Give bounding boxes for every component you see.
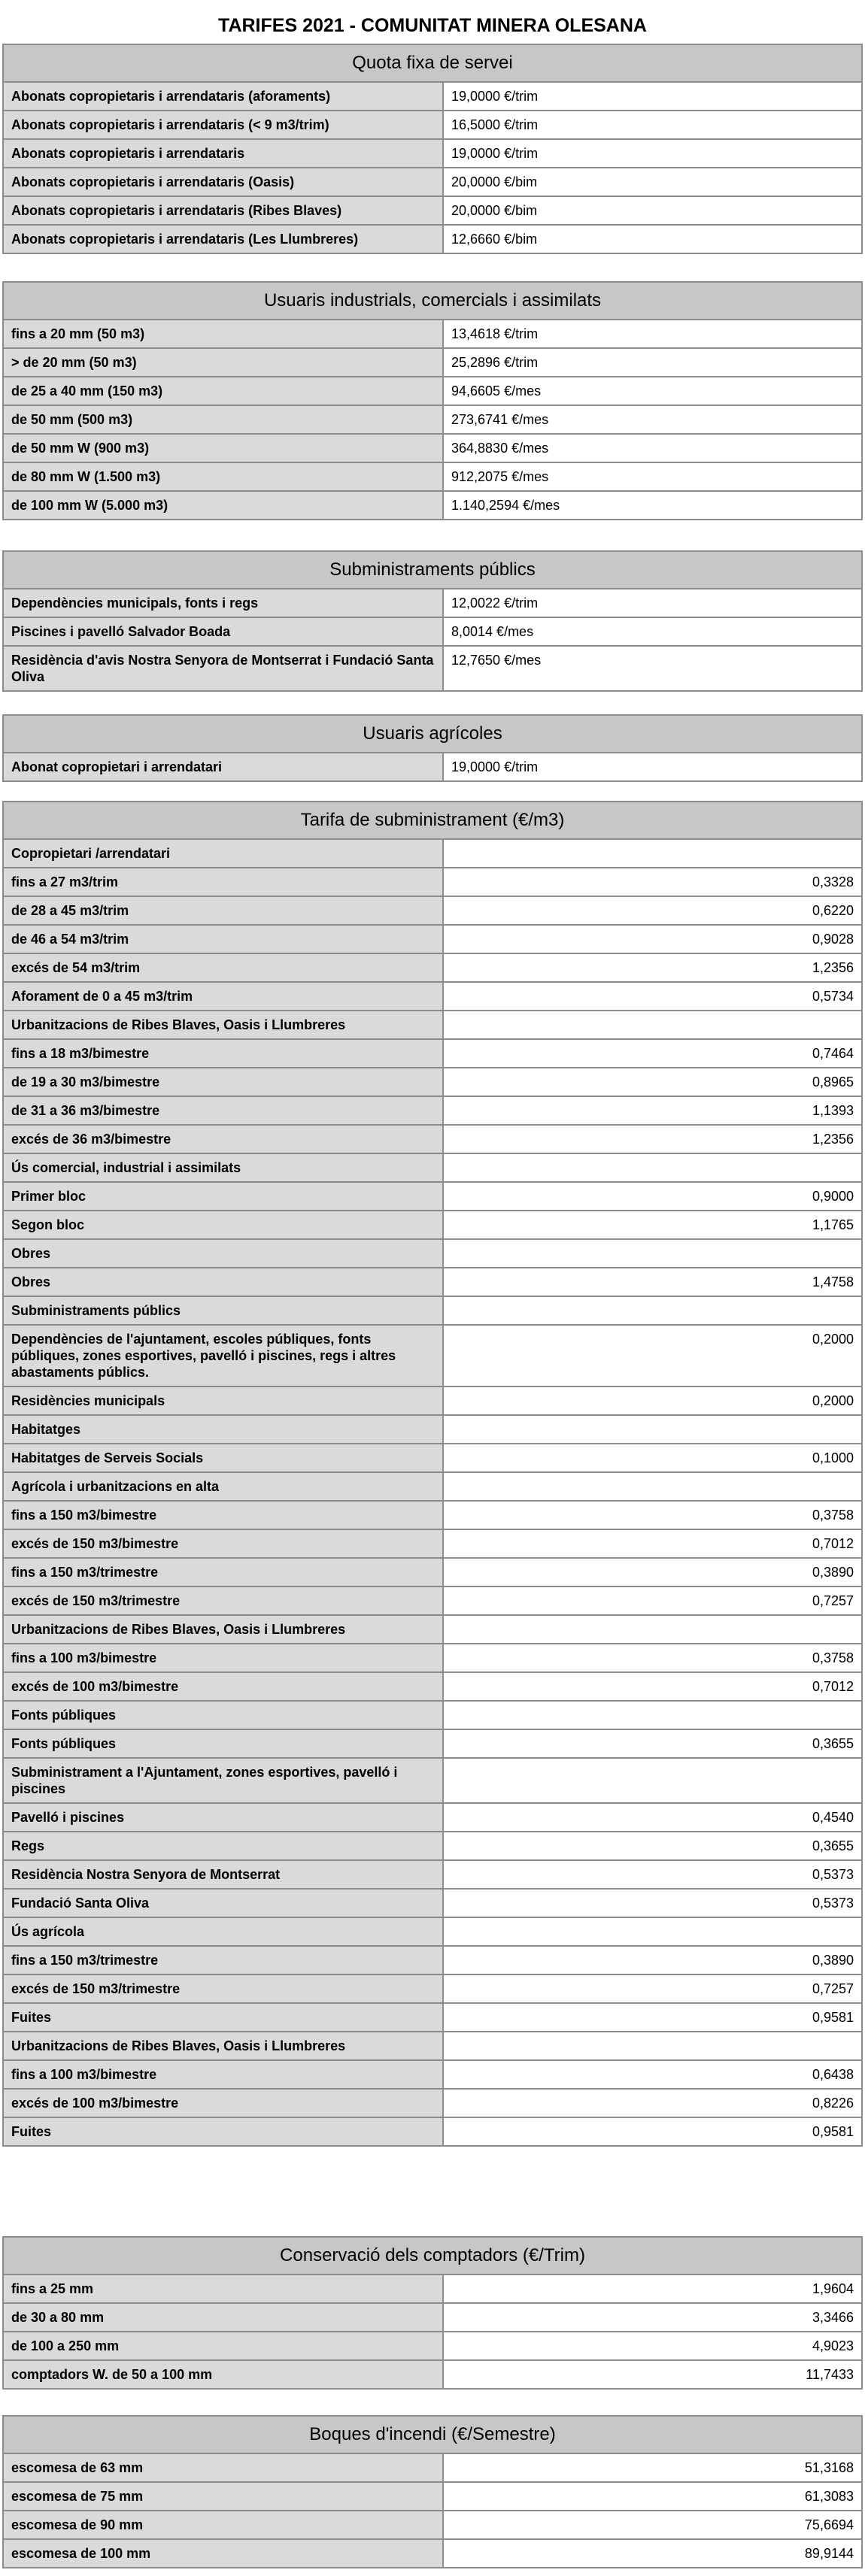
row-label: de 46 a 54 m3/trim: [3, 925, 443, 953]
row-value: 0,2000: [443, 1386, 862, 1415]
section-empty-cell: [443, 1296, 862, 1325]
row-value: 19,0000 €/trim: [443, 82, 862, 111]
row-value: 0,8965: [443, 1068, 862, 1096]
document-title: TARIFES 2021 - COMUNITAT MINERA OLESANA: [218, 15, 647, 36]
section-label: Copropietari /arrendatari: [3, 839, 443, 868]
row-value: 1.140,2594 €/mes: [443, 491, 862, 520]
table-row: [3, 1946, 862, 1974]
table-row: [3, 1096, 862, 1125]
table-row: [3, 1325, 862, 1386]
row-value: 0,5373: [443, 1860, 862, 1889]
row-label: de 80 mm W (1.500 m3): [3, 462, 443, 491]
table-heading: Boques d'incendi (€/Semestre): [3, 2416, 862, 2453]
row-label: de 50 mm (500 m3): [3, 405, 443, 434]
table-row: [3, 1386, 862, 1415]
row-value: 13,4618 €/trim: [443, 320, 862, 348]
table-row: [3, 1672, 862, 1701]
row-label: fins a 100 m3/bimestre: [3, 2060, 443, 2089]
section-row: [3, 839, 862, 868]
table-row: [3, 896, 862, 925]
row-value: 3,3466: [443, 2303, 862, 2332]
table-row: [3, 982, 862, 1011]
section-row: [3, 1011, 862, 1039]
row-value: 4,9023: [443, 2332, 862, 2360]
row-label: fins a 150 m3/bimestre: [3, 1501, 443, 1529]
section-row: [3, 1701, 862, 1729]
row-label: Primer bloc: [3, 1182, 443, 1211]
table-row: [3, 2539, 862, 2568]
table-row: [3, 2332, 862, 2360]
table-heading: Conservació dels comptadors (€/Trim): [3, 2237, 862, 2274]
row-value: 11,7433: [443, 2360, 862, 2389]
table-row: [3, 2453, 862, 2482]
table-heading: Quota fixa de servei: [3, 44, 862, 82]
row-value: 94,6605 €/mes: [443, 377, 862, 405]
table-row: [3, 1558, 862, 1587]
table-row: [3, 82, 862, 111]
section-empty-cell: [443, 1917, 862, 1946]
row-label: Aforament de 0 a 45 m3/trim: [3, 982, 443, 1011]
row-value: 19,0000 €/trim: [443, 139, 862, 168]
row-label: Pavelló i piscines: [3, 1803, 443, 1832]
row-value: 8,0014 €/mes: [443, 617, 862, 646]
table-row: [3, 1182, 862, 1211]
row-value: 89,9144: [443, 2539, 862, 2568]
row-value: 0,3655: [443, 1729, 862, 1758]
row-label: Residències municipals: [3, 1386, 443, 1415]
row-value: 0,9028: [443, 925, 862, 953]
row-label: de 30 a 80 mm: [3, 2303, 443, 2332]
table-row: [3, 2482, 862, 2511]
row-value: 61,3083: [443, 2482, 862, 2511]
row-value: 0,7464: [443, 1039, 862, 1068]
row-value: 0,5373: [443, 1889, 862, 1917]
section-label: Urbanitzacions de Ribes Blaves, Oasis i Llumbreres: [3, 1011, 443, 1039]
section-empty-cell: [443, 1615, 862, 1644]
table-row: [3, 1211, 862, 1239]
table-row: [3, 139, 862, 168]
row-value: 12,0022 €/trim: [443, 589, 862, 617]
row-value: 20,0000 €/bim: [443, 196, 862, 225]
table-row: [3, 2060, 862, 2089]
row-label: fins a 150 m3/trimestre: [3, 1558, 443, 1587]
row-value: 25,2896 €/trim: [443, 348, 862, 377]
table-row: [3, 462, 862, 491]
table-row: [3, 2117, 862, 2146]
row-value: 0,7257: [443, 1974, 862, 2003]
row-value: 0,7012: [443, 1672, 862, 1701]
table-row: [3, 168, 862, 196]
row-label: fins a 18 m3/bimestre: [3, 1039, 443, 1068]
table-row: [3, 1729, 862, 1758]
section-label: Ús comercial, industrial i assimilats: [3, 1153, 443, 1182]
tariff-table-usuaris-industrials-comercials-i-assimilats: [2, 281, 863, 520]
row-value: 0,9581: [443, 2003, 862, 2032]
table-row: [3, 2274, 862, 2303]
section-row: [3, 1296, 862, 1325]
table-heading: Usuaris agrícoles: [3, 715, 862, 753]
row-value: 1,4758: [443, 1268, 862, 1296]
section-empty-cell: [443, 2032, 862, 2060]
row-label: fins a 100 m3/bimestre: [3, 1644, 443, 1672]
row-value: 364,8830 €/mes: [443, 434, 862, 462]
row-label: de 100 a 250 mm: [3, 2332, 443, 2360]
tariff-table-usuaris-agricoles: [2, 714, 863, 782]
row-value: 1,9604: [443, 2274, 862, 2303]
section-label: Urbanitzacions de Ribes Blaves, Oasis i Llumbreres: [3, 1615, 443, 1644]
row-label: escomesa de 63 mm: [3, 2453, 443, 2482]
row-label: comptadors W. de 50 a 100 mm: [3, 2360, 443, 2389]
row-value: 75,6694: [443, 2511, 862, 2539]
section-empty-cell: [443, 1153, 862, 1182]
row-label: excés de 100 m3/bimestre: [3, 2089, 443, 2117]
row-label: escomesa de 75 mm: [3, 2482, 443, 2511]
table-row: [3, 434, 862, 462]
table-row: [3, 225, 862, 253]
section-row: [3, 2032, 862, 2060]
row-value: 0,6220: [443, 896, 862, 925]
section-row: [3, 1917, 862, 1946]
section-row: [3, 1758, 862, 1803]
row-value: 912,2075 €/mes: [443, 462, 862, 491]
table-row: [3, 1068, 862, 1096]
row-label: Abonats copropietaris i arrendataris (Oasis): [3, 168, 443, 196]
row-label: excés de 100 m3/bimestre: [3, 1672, 443, 1701]
row-value: 0,3890: [443, 1946, 862, 1974]
row-value: 12,7650 €/mes: [443, 646, 862, 691]
row-value: 20,0000 €/bim: [443, 168, 862, 196]
section-label: Urbanitzacions de Ribes Blaves, Oasis i Llumbreres: [3, 2032, 443, 2060]
row-value: 0,1000: [443, 1444, 862, 1472]
table-row: [3, 2303, 862, 2332]
row-value: 0,3328: [443, 868, 862, 896]
row-value: 0,6438: [443, 2060, 862, 2089]
table-row: [3, 320, 862, 348]
table-row: [3, 617, 862, 646]
table-row: [3, 405, 862, 434]
section-label: Ús agrícola: [3, 1917, 443, 1946]
table-row: [3, 1974, 862, 2003]
tariff-table-tarifa-de-subministrament-m3: [2, 801, 863, 2147]
table-row: [3, 925, 862, 953]
table-heading: Subministraments públics: [3, 551, 862, 589]
table-row: [3, 491, 862, 520]
row-label: de 19 a 30 m3/bimestre: [3, 1068, 443, 1096]
section-empty-cell: [443, 1758, 862, 1803]
row-value: 0,9000: [443, 1182, 862, 1211]
row-value: 1,2356: [443, 1125, 862, 1153]
tariff-table-subministraments-publics: [2, 550, 863, 692]
row-label: Abonats copropietaris i arrendataris (< 9 m3/trim): [3, 111, 443, 139]
row-value: 0,7257: [443, 1587, 862, 1615]
table-row: [3, 953, 862, 982]
section-label: Subministrament a l'Ajuntament, zones esportives, pavelló i piscines: [3, 1758, 443, 1803]
row-label: Residència d'avis Nostra Senyora de Montserrat i Fundació Santa Oliva: [3, 646, 443, 691]
section-empty-cell: [443, 1415, 862, 1444]
table-row: [3, 196, 862, 225]
row-label: Fonts públiques: [3, 1729, 443, 1758]
row-value: 1,1765: [443, 1211, 862, 1239]
row-value: 0,2000: [443, 1325, 862, 1386]
row-value: 0,5734: [443, 982, 862, 1011]
section-empty-cell: [443, 1011, 862, 1039]
table-row: [3, 1501, 862, 1529]
section-label: Obres: [3, 1239, 443, 1268]
row-value: 0,3890: [443, 1558, 862, 1587]
table-row: [3, 1444, 862, 1472]
section-label: Subministraments públics: [3, 1296, 443, 1325]
row-value: 1,1393: [443, 1096, 862, 1125]
row-label: fins a 150 m3/trimestre: [3, 1946, 443, 1974]
row-value: 273,6741 €/mes: [443, 405, 862, 434]
row-label: Segon bloc: [3, 1211, 443, 1239]
tariff-table-conservacio-dels-comptadors-trim: [2, 2236, 863, 2390]
row-label: excés de 54 m3/trim: [3, 953, 443, 982]
table-row: [3, 1860, 862, 1889]
section-empty-cell: [443, 1701, 862, 1729]
row-label: Dependències municipals, fonts i regs: [3, 589, 443, 617]
table-row: [3, 1587, 862, 1615]
row-label: > de 20 mm (50 m3): [3, 348, 443, 377]
row-value: 1,2356: [443, 953, 862, 982]
row-value: 0,7012: [443, 1529, 862, 1558]
row-label: Fundació Santa Oliva: [3, 1889, 443, 1917]
row-label: excés de 150 m3/bimestre: [3, 1529, 443, 1558]
row-label: de 25 a 40 mm (150 m3): [3, 377, 443, 405]
section-row: [3, 1615, 862, 1644]
row-label: Habitatges de Serveis Socials: [3, 1444, 443, 1472]
table-row: [3, 1644, 862, 1672]
row-value: 0,9581: [443, 2117, 862, 2146]
row-value: 12,6660 €/bim: [443, 225, 862, 253]
table-row: [3, 377, 862, 405]
table-row: [3, 1125, 862, 1153]
row-value: 0,3758: [443, 1501, 862, 1529]
row-label: excés de 150 m3/trimestre: [3, 1974, 443, 2003]
row-value: 0,3655: [443, 1832, 862, 1860]
row-label: Obres: [3, 1268, 443, 1296]
tariff-table-quota-fixa-de-servei: [2, 44, 863, 254]
table-heading: Usuaris industrials, comercials i assimilats: [3, 282, 862, 320]
row-label: Regs: [3, 1832, 443, 1860]
row-label: de 28 a 45 m3/trim: [3, 896, 443, 925]
row-label: fins a 20 mm (50 m3): [3, 320, 443, 348]
row-label: Fuites: [3, 2003, 443, 2032]
section-row: [3, 1415, 862, 1444]
row-value: 0,4540: [443, 1803, 862, 1832]
table-row: [3, 348, 862, 377]
row-value: 0,8226: [443, 2089, 862, 2117]
section-row: [3, 1472, 862, 1501]
section-label: Agrícola i urbanitzacions en alta: [3, 1472, 443, 1501]
table-row: [3, 589, 862, 617]
table-row: [3, 2360, 862, 2389]
section-row: [3, 1153, 862, 1182]
table-row: [3, 1529, 862, 1558]
table-row: [3, 646, 862, 691]
table-row: [3, 1832, 862, 1860]
row-label: Dependències de l'ajuntament, escoles públiques, fonts públiques, zones esportives, pavelló i piscines, regs i altres abastaments públics.: [3, 1325, 443, 1386]
row-value: 0,3758: [443, 1644, 862, 1672]
row-value: 16,5000 €/trim: [443, 111, 862, 139]
row-label: fins a 27 m3/trim: [3, 868, 443, 896]
row-label: fins a 25 mm: [3, 2274, 443, 2303]
row-label: Abonat copropietari i arrendatari: [3, 753, 443, 781]
table-row: [3, 1268, 862, 1296]
row-value: 51,3168: [443, 2453, 862, 2482]
row-label: Abonats copropietaris i arrendataris (aforaments): [3, 82, 443, 111]
row-label: Abonats copropietaris i arrendataris (Les Llumbreres): [3, 225, 443, 253]
table-row: [3, 111, 862, 139]
table-row: [3, 2511, 862, 2539]
row-label: excés de 36 m3/bimestre: [3, 1125, 443, 1153]
table-row: [3, 1889, 862, 1917]
row-label: de 50 mm W (900 m3): [3, 434, 443, 462]
row-label: Abonats copropietaris i arrendataris (Ribes Blaves): [3, 196, 443, 225]
table-row: [3, 2089, 862, 2117]
row-label: Abonats copropietaris i arrendataris: [3, 139, 443, 168]
table-row: [3, 753, 862, 781]
table-row: [3, 868, 862, 896]
table-row: [3, 2003, 862, 2032]
table-row: [3, 1803, 862, 1832]
row-label: de 100 mm W (5.000 m3): [3, 491, 443, 520]
table-heading: Tarifa de subministrament (€/m3): [3, 802, 862, 839]
row-label: Piscines i pavelló Salvador Boada: [3, 617, 443, 646]
row-label: Fuites: [3, 2117, 443, 2146]
tariff-table-boques-d-incendi-semestre: [2, 2415, 863, 2568]
section-empty-cell: [443, 1472, 862, 1501]
table-row: [3, 1039, 862, 1068]
section-row: [3, 1239, 862, 1268]
row-value: 19,0000 €/trim: [443, 753, 862, 781]
section-label: Habitatges: [3, 1415, 443, 1444]
row-label: de 31 a 36 m3/bimestre: [3, 1096, 443, 1125]
row-label: excés de 150 m3/trimestre: [3, 1587, 443, 1615]
section-label: Fonts públiques: [3, 1701, 443, 1729]
section-empty-cell: [443, 839, 862, 868]
row-label: escomesa de 90 mm: [3, 2511, 443, 2539]
row-label: escomesa de 100 mm: [3, 2539, 443, 2568]
section-empty-cell: [443, 1239, 862, 1268]
row-label: Residència Nostra Senyora de Montserrat: [3, 1860, 443, 1889]
